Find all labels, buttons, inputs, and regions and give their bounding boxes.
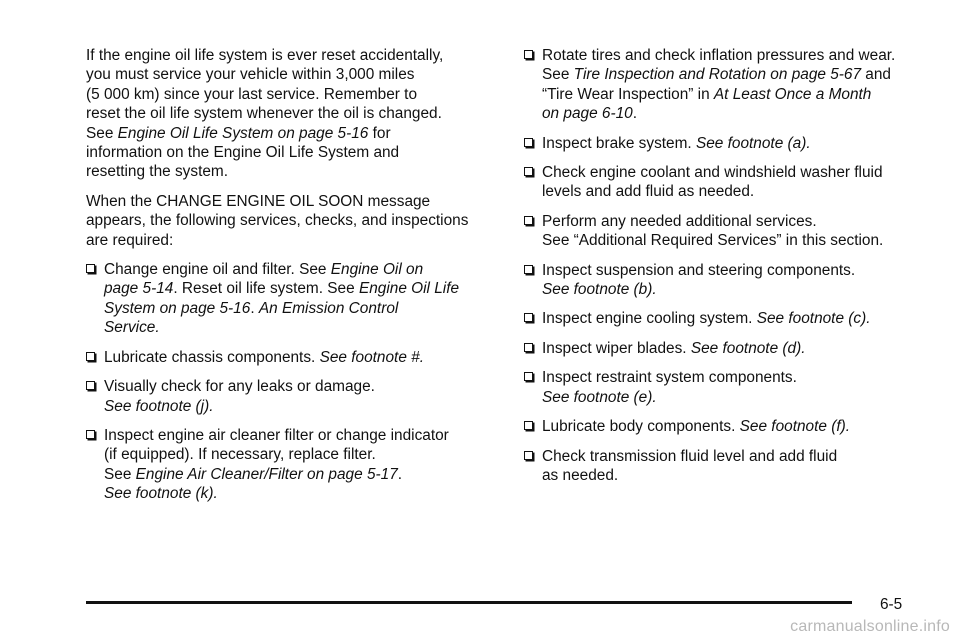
text-line bbox=[542, 231, 934, 250]
body-text: See bbox=[542, 66, 574, 84]
checklist-item bbox=[524, 447, 934, 486]
checklist-item bbox=[524, 309, 934, 328]
text-line bbox=[542, 46, 934, 65]
text-line bbox=[542, 212, 934, 231]
body-text: Inspect restraint system components. bbox=[542, 369, 797, 387]
text-line bbox=[542, 466, 934, 485]
text-line bbox=[542, 182, 934, 201]
cross-reference-text: on page 6-10 bbox=[542, 105, 633, 123]
body-text: Inspect engine cooling system. bbox=[542, 310, 757, 328]
body-text: and bbox=[861, 66, 891, 84]
cross-reference-text: System on page 5-16 bbox=[104, 299, 251, 317]
checkbox-icon bbox=[524, 451, 533, 460]
text-line bbox=[542, 134, 934, 153]
cross-reference-text: At Least Once a Month bbox=[713, 85, 872, 103]
body-text: Inspect suspension and steering components. bbox=[542, 261, 856, 279]
text-line bbox=[104, 299, 500, 318]
checklist-item bbox=[524, 212, 934, 251]
body-text: (5 000 km) since your last service. Remember to bbox=[86, 85, 418, 103]
checkbox-icon bbox=[524, 167, 533, 176]
text-line bbox=[542, 163, 934, 182]
left-column bbox=[86, 46, 500, 514]
checkbox-icon bbox=[524, 138, 533, 147]
cross-reference-text: Engine Air Cleaner/Filter on page 5-17 bbox=[135, 465, 398, 483]
text-line bbox=[542, 309, 934, 328]
checklist-item bbox=[86, 426, 500, 504]
checklist-item bbox=[86, 377, 500, 416]
text-line bbox=[104, 279, 500, 298]
text-line bbox=[104, 426, 500, 445]
right-column bbox=[524, 46, 934, 495]
text-line bbox=[542, 339, 934, 358]
checklist-item bbox=[524, 417, 934, 436]
body-text: Change engine oil and filter. See bbox=[104, 261, 331, 279]
body-text: Inspect brake system. bbox=[542, 134, 696, 152]
body-text: See “Additional Required Services” in this section. bbox=[542, 232, 884, 250]
body-text: you must service your vehicle within 3,000 miles bbox=[86, 66, 415, 84]
checklist-item bbox=[524, 368, 934, 407]
text-line bbox=[542, 65, 934, 84]
cross-reference-text: See footnote (b). bbox=[542, 281, 657, 299]
checkbox-icon bbox=[524, 343, 533, 352]
checkbox-icon bbox=[86, 264, 95, 273]
body-text: Inspect wiper blades. bbox=[542, 339, 691, 357]
text-line bbox=[86, 46, 500, 65]
text-line bbox=[104, 318, 500, 337]
text-line bbox=[86, 85, 500, 104]
checkbox-icon bbox=[86, 352, 95, 361]
body-text: Lubricate body components. bbox=[542, 418, 740, 436]
text-line bbox=[542, 368, 934, 387]
text-line bbox=[104, 465, 500, 484]
body-text: for bbox=[368, 124, 391, 142]
text-line bbox=[104, 484, 500, 503]
checkbox-icon bbox=[524, 372, 533, 381]
checklist-item bbox=[524, 339, 934, 358]
oil-reset-paragraph bbox=[86, 46, 500, 182]
cross-reference-text: See footnote (f). bbox=[739, 418, 851, 436]
checkbox-icon bbox=[524, 265, 533, 274]
page-number: 6-5 bbox=[880, 596, 903, 613]
cross-reference-text: See footnote (e). bbox=[542, 388, 657, 406]
text-line bbox=[86, 231, 500, 250]
text-line bbox=[104, 348, 500, 367]
body-text: Inspect engine air cleaner filter or change indicator bbox=[104, 426, 449, 444]
checkbox-icon bbox=[524, 50, 533, 59]
body-text: information on the Engine Oil Life System and bbox=[86, 144, 400, 162]
body-text: Visually check for any leaks or damage. bbox=[104, 378, 375, 396]
body-text: . bbox=[397, 465, 403, 483]
body-text: Check transmission fluid level and add fluid bbox=[542, 447, 838, 465]
body-text: resetting the system. bbox=[86, 163, 228, 181]
text-line bbox=[542, 261, 934, 280]
text-line bbox=[86, 65, 500, 84]
watermark-text: carmanualsonline.info bbox=[790, 618, 950, 635]
checkbox-icon bbox=[524, 216, 533, 225]
cross-reference-text: Engine Oil Life System on page 5-16 bbox=[117, 124, 369, 142]
body-text: Rotate tires and check inflation pressures and wear. bbox=[542, 47, 896, 64]
text-line bbox=[542, 104, 934, 123]
text-line bbox=[542, 447, 934, 466]
text-line bbox=[104, 260, 500, 279]
cross-reference-text: See footnote (k). bbox=[104, 485, 218, 503]
text-line bbox=[86, 124, 500, 143]
body-text: . bbox=[632, 105, 637, 123]
body-text: . bbox=[250, 299, 259, 317]
change-oil-soon-paragraph bbox=[86, 192, 500, 250]
body-text: When the CHANGE ENGINE OIL SOON message bbox=[86, 192, 431, 210]
text-line bbox=[542, 280, 934, 299]
checklist-item bbox=[524, 261, 934, 300]
text-line bbox=[542, 388, 934, 407]
footer-rule bbox=[86, 601, 852, 604]
cross-reference-text: See footnote (d). bbox=[690, 339, 806, 357]
text-line bbox=[86, 162, 500, 181]
text-line bbox=[542, 85, 934, 104]
body-text: Perform any needed additional services. bbox=[542, 212, 817, 230]
body-text: “Tire Wear Inspection” in bbox=[542, 85, 714, 103]
cross-reference-text: Service. bbox=[104, 319, 160, 337]
text-line bbox=[86, 143, 500, 162]
body-text: Check engine coolant and windshield washer fluid bbox=[542, 164, 883, 182]
body-text: See bbox=[86, 124, 118, 142]
text-line bbox=[104, 397, 500, 416]
left-checklist bbox=[86, 260, 500, 503]
cross-reference-text: See footnote (a). bbox=[695, 134, 811, 152]
body-text: . Reset oil life system. See bbox=[173, 280, 359, 298]
checkbox-icon bbox=[86, 381, 95, 390]
text-line bbox=[542, 417, 934, 436]
cross-reference-text: page 5-14 bbox=[104, 280, 174, 298]
checklist-item bbox=[524, 46, 934, 124]
body-text: are required: bbox=[86, 231, 174, 249]
cross-reference-text: Tire Inspection and Rotation on page 5-67 bbox=[573, 66, 862, 84]
cross-reference-text: See footnote #. bbox=[319, 348, 424, 366]
body-text: (if equipped). If necessary, replace filter. bbox=[104, 446, 376, 464]
body-text: appears, the following services, checks, and inspections bbox=[86, 212, 469, 230]
text-line bbox=[86, 104, 500, 123]
checklist-item bbox=[86, 260, 500, 338]
cross-reference-text: An Emission Control bbox=[258, 299, 399, 317]
body-text: If the engine oil life system is ever reset accidentally, bbox=[86, 47, 444, 64]
text-line bbox=[104, 377, 500, 396]
checkbox-icon bbox=[524, 313, 533, 322]
right-checklist bbox=[524, 46, 934, 485]
cross-reference-text: See footnote (c). bbox=[756, 310, 871, 328]
body-text: levels and add fluid as needed. bbox=[542, 183, 755, 201]
body-text: Lubricate chassis components. bbox=[104, 348, 320, 366]
checklist-item bbox=[524, 134, 934, 153]
text-line bbox=[86, 192, 500, 211]
checklist-item bbox=[524, 163, 934, 202]
text-line bbox=[86, 211, 500, 230]
body-text: as needed. bbox=[542, 466, 619, 484]
body-text: reset the oil life system whenever the oil is changed. bbox=[86, 105, 442, 123]
cross-reference-text: Engine Oil Life bbox=[358, 280, 460, 298]
body-text: See bbox=[104, 465, 136, 483]
checkbox-icon bbox=[524, 421, 533, 430]
checklist-item bbox=[86, 348, 500, 367]
text-line bbox=[104, 445, 500, 464]
cross-reference-text: See footnote (j). bbox=[104, 397, 214, 415]
checkbox-icon bbox=[86, 430, 95, 439]
cross-reference-text: Engine Oil on bbox=[330, 261, 424, 279]
